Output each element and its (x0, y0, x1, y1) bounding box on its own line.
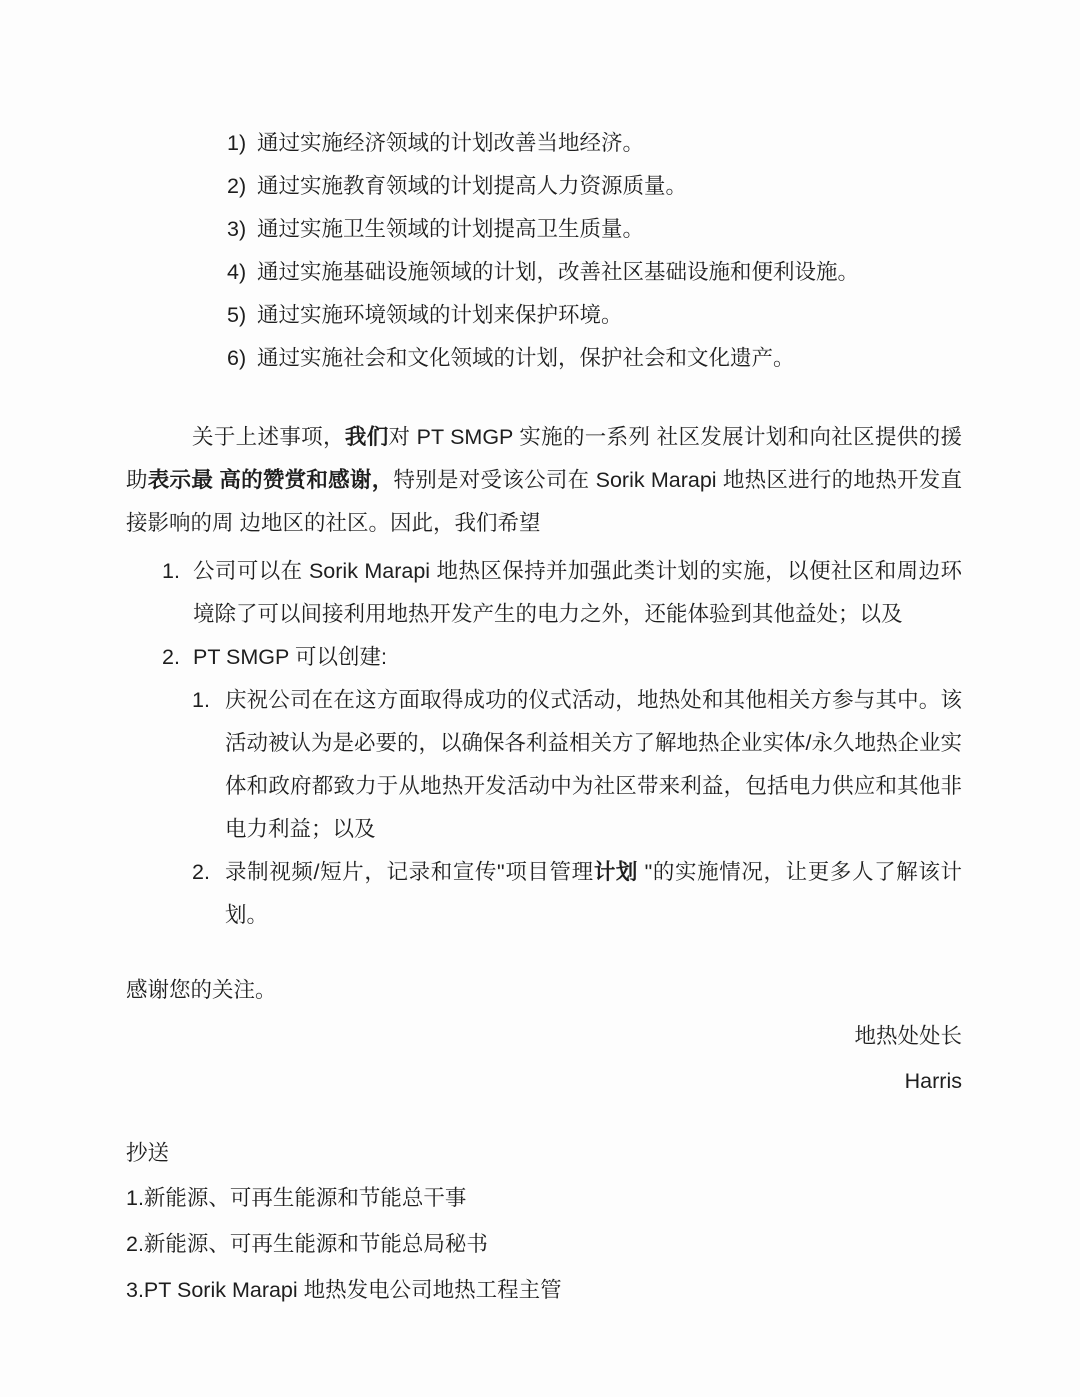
objective-item-4 (227, 251, 962, 294)
sub-requests-list (126, 679, 962, 937)
list-text: 通过实施基础设施领域的计划，改善社区基础设施和便利设施。 (257, 260, 860, 284)
cc-item-1: 1.新能源、可再生能源和节能总干事 (126, 1186, 467, 1210)
sub-item-segment: "的实施情况，让更多人了解该计划。 (225, 860, 962, 927)
objective-item-6 (227, 337, 962, 380)
appreciation-paragraph (126, 416, 962, 545)
paragraph-segment-bold: 我们 (344, 425, 389, 449)
list-number: 3) (227, 217, 247, 241)
paragraph-segment: 关于上述事项， (192, 425, 345, 449)
list-number: 5) (227, 303, 247, 327)
sub-item-segment: 录制视频/短片，记录和宣传"项目管理 (225, 860, 594, 884)
signature-name: Harris (904, 1069, 962, 1093)
list-text: PT SMGP 可以创建: (193, 645, 387, 669)
list-text: 通过实施教育领域的计划提高人力资源质量。 (257, 174, 688, 198)
cc-label: 抄送 (126, 1141, 170, 1165)
request-item-2 (162, 636, 962, 679)
objective-item-3 (227, 208, 962, 251)
list-text: 庆祝公司在在这方面取得成功的仪式活动，地热处和其他相关方参与其中。该活动被认为是必要的，以确保各利益相关方了解地热企业实体/永久地热企业实体和政府都致力于从地热开发活动中为社区带来利益，包括电力供应和其他非电力利益；以及 (225, 688, 962, 841)
list-text: 通过实施社会和文化领域的计划，保护社会和文化遗产。 (257, 346, 795, 370)
paragraph-segment: 特别是对受该公司在 Sorik Marapi 地热区进行的地热开发直接影响的周 边地区的社区。因此，我们希望 (126, 468, 963, 535)
objectives-list (126, 122, 962, 380)
paragraph-segment-bold: 表示最 高的赞赏和感谢， (147, 468, 394, 492)
objective-item-5 (227, 294, 962, 337)
cc-item-2: 2.新能源、可再生能源和节能总局秘书 (126, 1232, 488, 1256)
sub-item-segment-bold: 计划 (593, 860, 639, 884)
sub-request-item-2 (192, 851, 962, 937)
sub-request-item-1 (192, 679, 962, 851)
list-number: 2. (162, 645, 180, 669)
list-number: 1. (192, 688, 210, 712)
list-text: 公司可以在 Sorik Marapi 地热区保持并加强此类计划的实施，以便社区和周边环境除了可以间接利用地热开发产生的电力之外，还能体验到其他益处；以及 (193, 559, 962, 626)
list-text: 通过实施卫生领域的计划提高卫生质量。 (257, 217, 645, 241)
list-text: 通过实施经济领域的计划改善当地经济。 (257, 131, 645, 155)
request-item-1 (162, 550, 962, 636)
objective-item-1 (227, 122, 962, 165)
list-number: 6) (227, 346, 247, 370)
cc-block (126, 1132, 962, 1312)
requests-list (126, 550, 962, 679)
objective-item-2 (227, 165, 962, 208)
list-text: 通过实施环境领域的计划来保护环境。 (257, 303, 623, 327)
list-number: 2) (227, 174, 247, 198)
signature-title: 地热处处长 (854, 1024, 962, 1048)
list-text (225, 851, 962, 937)
list-number: 2. (192, 860, 210, 884)
list-number: 1. (162, 559, 180, 583)
closing-line: 感谢您的关注。 (126, 978, 277, 1002)
list-number: 4) (227, 260, 247, 284)
paragraph-segment: 对 PT SMGP 实施的一系列 社区发展计划和向社区提供的援助 (126, 425, 962, 492)
cc-item-3: 3.PT Sorik Marapi 地热发电公司地热工程主管 (126, 1278, 562, 1302)
list-number: 1) (227, 131, 247, 155)
